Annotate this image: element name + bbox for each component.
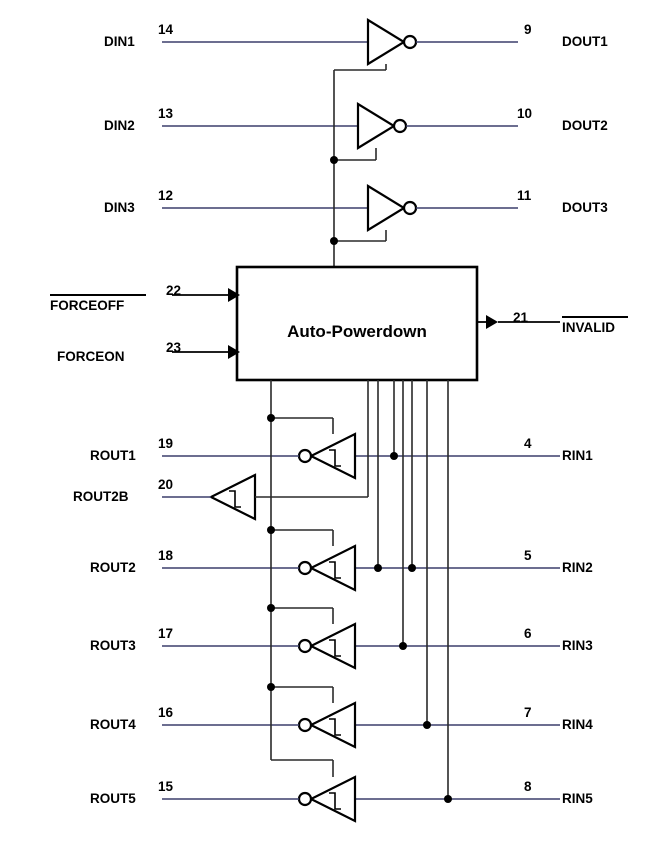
label-rin2: RIN2 <box>562 560 593 575</box>
block-title-auto-powerdown: Auto-Powerdown <box>287 322 427 341</box>
label-din1: DIN1 <box>104 34 135 49</box>
label-rin4: RIN4 <box>562 717 593 732</box>
pin-forceon: 23 <box>166 340 182 355</box>
pin-rin5: 8 <box>524 779 532 794</box>
pin-rout2: 18 <box>158 548 174 563</box>
pin-din3: 12 <box>158 188 174 203</box>
overbar-invalid <box>562 316 628 318</box>
label-rout2b: ROUT2B <box>73 489 129 504</box>
pin-forceoff: 22 <box>166 283 182 298</box>
label-rout3: ROUT3 <box>90 638 136 653</box>
pin-rout1: 19 <box>158 436 174 451</box>
label-rout1: ROUT1 <box>90 448 136 463</box>
pin-rout3: 17 <box>158 626 174 641</box>
overbar-forceoff <box>50 294 146 296</box>
label-invalid: INVALID <box>562 320 615 335</box>
label-dout3: DOUT3 <box>562 200 608 215</box>
label-rin3: RIN3 <box>562 638 593 653</box>
label-forceoff: FORCEOFF <box>50 298 125 313</box>
pin-din1: 14 <box>158 22 174 37</box>
pin-dout3: 11 <box>517 188 532 203</box>
label-rout5: ROUT5 <box>90 791 136 806</box>
label-rin1: RIN1 <box>562 448 593 463</box>
pin-din2: 13 <box>158 106 174 121</box>
label-dout1: DOUT1 <box>562 34 608 49</box>
pin-rin4: 7 <box>524 705 532 720</box>
label-rin5: RIN5 <box>562 791 593 806</box>
pin-rin3: 6 <box>524 626 532 641</box>
label-forceon: FORCEON <box>57 349 125 364</box>
label-din3: DIN3 <box>104 200 135 215</box>
pin-rin2: 5 <box>524 548 532 563</box>
pin-rin1: 4 <box>524 436 532 451</box>
pin-invalid: 21 <box>513 310 529 325</box>
pin-rout4: 16 <box>158 705 174 720</box>
label-dout2: DOUT2 <box>562 118 608 133</box>
pin-rout2b: 20 <box>158 477 174 492</box>
pin-rout5: 15 <box>158 779 174 794</box>
label-rout4: ROUT4 <box>90 717 136 732</box>
label-din2: DIN2 <box>104 118 135 133</box>
pin-dout1: 9 <box>524 22 532 37</box>
pin-dout2: 10 <box>517 106 533 121</box>
label-rout2: ROUT2 <box>90 560 136 575</box>
